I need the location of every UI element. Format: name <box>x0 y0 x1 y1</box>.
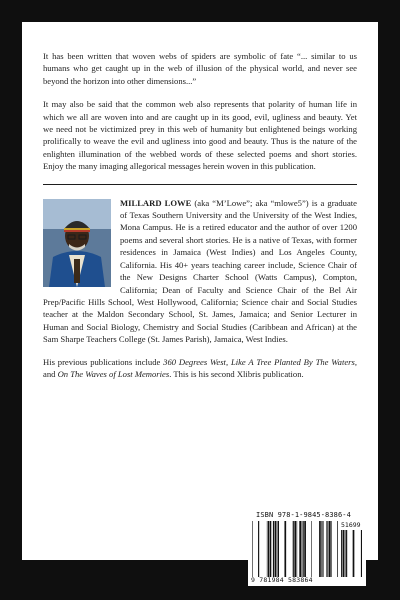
pubs-tail: . This is his second Xlibris publication. <box>169 368 304 379</box>
barcode-bars <box>252 521 338 577</box>
pub-title-1: 360 Degrees West <box>163 356 226 367</box>
pubs-sep-1: , <box>225 356 231 367</box>
pub-title-2: Like A Tree Planted By The Waters <box>230 356 355 367</box>
intro-paragraph-1: It has been written that woven webs of spiders are symbolic of fate “... similar to us humans who get caught up in the web of illusion of the physical world, and never see beyond the horizon into other dimensions...” <box>43 51 357 86</box>
text-panel <box>22 22 378 560</box>
divider <box>43 184 357 185</box>
xlibris-logo: Xlibris <box>24 538 104 563</box>
pubs-sep-2: , and <box>43 356 358 379</box>
pub-title-3: On The Waves of Lost Memories <box>57 368 170 379</box>
author-photo <box>43 199 111 287</box>
pubs-lead: His previous publications include <box>43 356 164 367</box>
isbn-barcode <box>248 508 366 586</box>
bio-body: (aka “M’Lowe”; aka “mlowe5”) is a graduate of Texas Southern University and the University of the West Indies, Mona Campus. He is a retired educator and the author of over 1200 poems and several short stories. He is a native of Texas, with former residences in Jamaica (West Indies) and Los Angeles County, California. His 40+ years teaching career include, Science Chair of the New Designs Charter School (Watts Campus), Compton, California; Dean of Faculty and Science Chair of the Bel Air Prep/Pacific Hills School, West Hollywood, California; Science chair and Social Studies teacher at the Maldon Secondary School, St. James, Jamaica; and Senior Lecturer in Human and Social Biology, Chemistry and Social Studies (Caribbean and African) at the Sam Sharpe Teachers College (St. James Parish), Jamaica, West Indies. <box>43 197 357 345</box>
author-name: MILLARD LOWE <box>120 197 192 208</box>
isbn-label: ISBN 978-1-9845-8386-4 <box>256 511 351 519</box>
previous-publications <box>43 356 357 381</box>
barcode-addon-code: 51699 <box>341 521 361 529</box>
author-bio <box>43 197 357 346</box>
ean-digits: 9 781984 583864 <box>251 576 313 584</box>
intro-paragraph-2: It may also be said that the common web also represents that polarity of human life in which we all are woven into and are caught up in its good, evil, ugliness and beauty. Yet we need not be victimized prey in this web of humanity but enlightened beings working prolifically to weave the evil and ugliness into good and beauty. Thus is the nature of the enlighten illumination of the webbed words of these selected poems and short stories. Enjoy the many imaging allegorical messages herein woven in this publication. <box>43 99 357 172</box>
barcode-addon-bars <box>340 530 362 577</box>
